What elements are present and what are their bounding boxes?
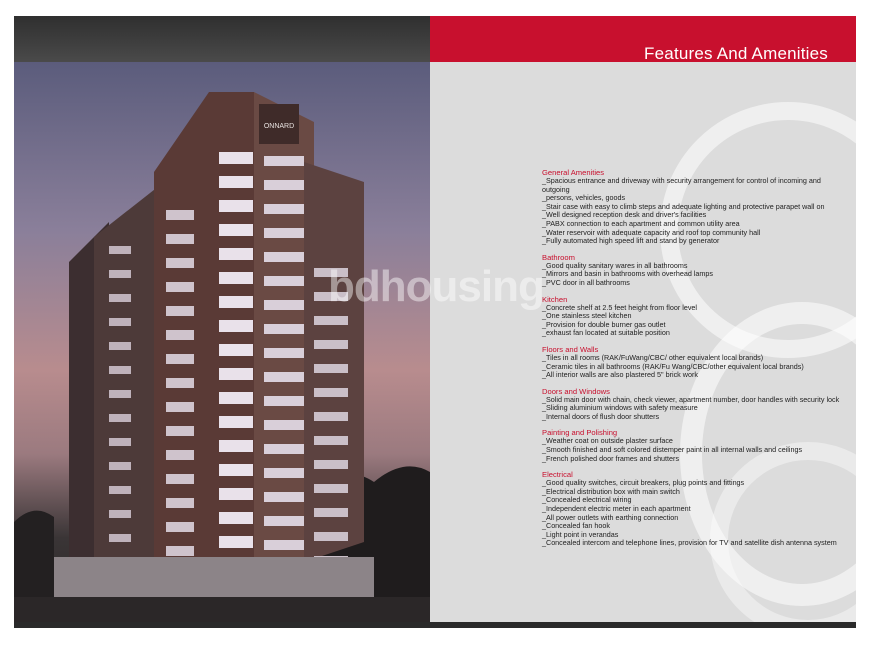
balcony [264,348,304,358]
balcony [314,460,348,469]
balcony [314,364,348,373]
balcony [219,344,253,356]
balcony [109,366,131,374]
balcony [219,368,253,380]
balcony [314,340,348,349]
feature-line: _Smooth finished and soft colored distemper paint in all internal walls and ceilings [542,445,803,455]
balcony [264,492,304,502]
feature-line: _Fully automated high speed lift and stand by generator [542,236,720,246]
balcony [314,508,348,517]
brochure-spread [14,16,856,622]
building-photo [14,62,430,622]
feature-line: _Sliding aluminium windows with safety measure [542,403,698,413]
section-heading: Painting and Polishing [542,428,618,438]
balcony [264,204,304,214]
balcony [166,522,194,532]
balcony [219,176,253,188]
balcony [166,546,194,556]
balcony [219,512,253,524]
section-heading: General Amenities [542,168,605,177]
balcony [109,294,131,302]
balcony [314,268,348,277]
feature-line: _Well designed reception desk and driver's facilities [542,210,707,220]
feature-line: _Provision for double burner gas outlet [542,319,666,329]
balcony [264,540,304,550]
feature-section [542,428,842,463]
feature-section [542,470,842,548]
balcony [109,342,131,350]
feature-line: _All power outlets with earthing connection [542,512,679,522]
feature-line: _persons, vehicles, goods [542,193,626,203]
balcony [219,272,253,284]
balcony [264,372,304,382]
balcony [166,498,194,508]
balcony [166,330,194,340]
balcony [314,388,348,397]
balcony [264,276,304,286]
feature-line: _Light point in verandas [542,529,619,539]
feature-line: _Concrete shelf at 2.5 feet height from floor level [542,302,698,312]
feature-line: _Good quality sanitary wares in all bathrooms [542,260,688,270]
balcony [264,252,304,262]
balcony [219,320,253,332]
balcony [264,228,304,238]
balcony [219,464,253,476]
feature-line: _Solid main door with chain, check viewer, apartment number, door handles with security lock [542,394,840,404]
feature-line: _Weather coat on outside plaster surface [542,436,673,446]
balcony [166,402,194,412]
balcony [109,510,131,518]
balcony [109,486,131,494]
feature-line: _exhaust fan located at suitable position [542,328,670,338]
section-heading: Kitchen [542,294,568,304]
balcony [219,392,253,404]
balcony [219,440,253,452]
balcony [264,396,304,406]
balcony [109,246,131,254]
balcony [264,300,304,310]
features-page [430,62,856,622]
feature-line: _Mirrors and basin in bathrooms with overhead lamps [542,269,713,279]
balcony [264,156,304,166]
bottom-strip [14,622,856,628]
feature-line: _All interior walls are also plastered 5" brick work [542,370,698,380]
balcony [219,488,253,500]
page-title: Features And Amenities [644,44,828,63]
balcony [264,420,304,430]
feature-line: _French polished door frames and shutters [542,453,680,463]
feature-section [542,253,842,288]
feature-section [542,295,842,338]
feature-line: _Spacious entrance and driveway with security arrangement for control of incoming and outgoing [542,176,821,194]
balcony [264,324,304,334]
building-sign: ONNARD [263,123,295,130]
building-illustration [14,62,430,622]
balcony [314,436,348,445]
feature-line: _Concealed electrical wiring [542,495,632,505]
balcony [166,258,194,268]
balcony [109,390,131,398]
balcony [314,316,348,325]
balcony [219,224,253,236]
balcony [166,450,194,460]
feature-line: _Independent electric meter in each apartment [542,504,691,514]
balcony [314,412,348,421]
feature-section [542,345,842,380]
section-heading: Doors and Windows [542,386,610,396]
section-heading: Electrical [542,470,573,480]
balcony [109,462,131,470]
feature-line: _Stair case with easy to climb steps and adequate lighting and protective parapet wall on [542,201,825,211]
balcony [264,180,304,190]
feature-line: _Concealed intercom and telephone lines, provision for TV and satellite dish antenna system [542,538,837,548]
feature-line: _PVC door in all bathrooms [542,277,630,287]
feature-line: _Tiles in all rooms (RAK/FuWang/CBC/ other equivalent local brands) [542,352,764,362]
balcony [219,536,253,548]
balcony [264,468,304,478]
feature-line: _Concealed fan hook [542,521,610,531]
balcony [166,306,194,316]
feature-line: _Good quality switches, circuit breakers, plug points and fittings [542,478,745,488]
balcony [264,516,304,526]
balcony [219,248,253,260]
balcony [166,426,194,436]
balcony [219,416,253,428]
balcony [219,296,253,308]
feature-line: _One stainless steel kitchen [542,311,632,321]
features-list [542,168,842,555]
feature-line: _PABX connection to each apartment and common utility area [542,218,740,228]
feature-line: _Water reservoir with adequate capacity and roof top community hall [542,227,761,237]
balcony [166,354,194,364]
feature-line: _Ceramic tiles in all bathrooms (RAK/Fu Wang/CBC/other equivalent local brands) [542,361,804,371]
section-heading: Bathroom [542,252,575,262]
balcony [219,200,253,212]
watermark: bdhousing [328,262,544,311]
feature-section [542,168,842,246]
balcony [109,318,131,326]
section-heading: Floors and Walls [542,344,599,354]
balcony [109,270,131,278]
balcony [109,534,131,542]
feature-line: _Electrical distribution box with main switch [542,486,680,496]
balcony [109,414,131,422]
balcony [314,532,348,541]
balcony [314,292,348,301]
feature-line: _Internal doors of flush door shutters [542,411,660,421]
balcony [219,152,253,164]
feature-section [542,387,842,422]
balcony [166,282,194,292]
balcony [264,444,304,454]
balcony [166,474,194,484]
balcony [109,438,131,446]
balcony [166,234,194,244]
balcony [166,210,194,220]
balcony [314,484,348,493]
balcony [166,378,194,388]
